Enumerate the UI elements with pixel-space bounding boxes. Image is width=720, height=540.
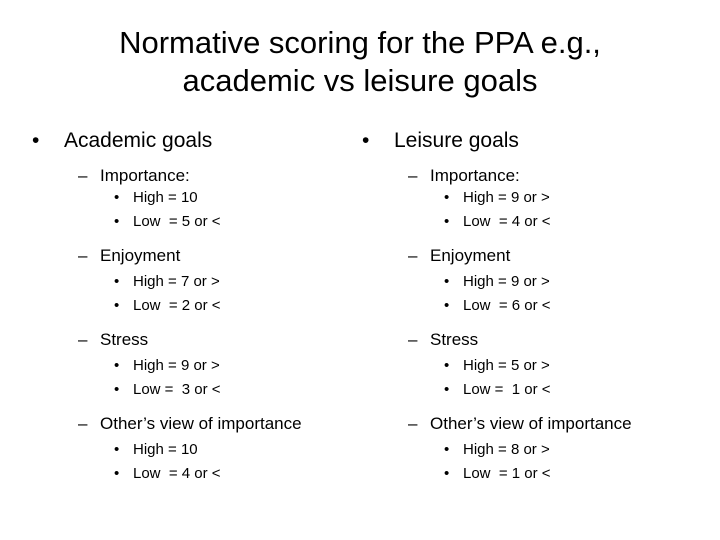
list-item: • High = 10	[114, 189, 198, 206]
list-item: • Low = 3 or <	[114, 381, 221, 398]
leisure-goals-column	[358, 128, 678, 489]
dash-icon: –	[408, 330, 418, 349]
bullet-icon: •	[114, 273, 120, 290]
section-label: – Importance:	[408, 166, 520, 185]
section-label: – Enjoyment	[408, 246, 511, 265]
bullet-icon: •	[444, 273, 450, 290]
bullet-icon: •	[444, 441, 450, 458]
dash-icon: –	[78, 330, 88, 349]
list-item: • Low = 4 or <	[444, 213, 551, 230]
bullet-icon: •	[114, 357, 120, 374]
list-item: • Low = 1 or <	[444, 381, 551, 398]
bullet-icon: •	[444, 357, 450, 374]
section-label: – Importance:	[78, 166, 190, 185]
section-label: – Enjoyment	[78, 246, 181, 265]
list-item: • High = 9 or >	[444, 273, 550, 290]
list-item: • Low = 5 or <	[114, 213, 221, 230]
bullet-icon: •	[114, 465, 120, 482]
title-line-2: academic vs leisure goals	[182, 63, 538, 98]
column-heading: • Academic goals	[32, 129, 213, 152]
list-item: • High = 9 or >	[114, 357, 220, 374]
list-item: • Low = 1 or <	[444, 465, 551, 482]
bullet-icon: •	[114, 189, 120, 206]
list-item: • High = 8 or >	[444, 441, 550, 458]
list-item: • High = 5 or >	[444, 357, 550, 374]
bullet-icon: •	[362, 129, 370, 152]
bullet-icon: •	[444, 381, 450, 398]
column-heading: • Leisure goals	[362, 129, 519, 152]
section-label: – Other’s view of importance	[408, 414, 632, 433]
list-item: • Low = 4 or <	[114, 465, 221, 482]
section-label: – Stress	[78, 330, 149, 349]
bullet-icon: •	[444, 213, 450, 230]
section-label: – Other’s view of importance	[78, 414, 302, 433]
dash-icon: –	[78, 414, 88, 433]
bullet-icon: •	[32, 129, 40, 152]
dash-icon: –	[408, 246, 418, 265]
dash-icon: –	[408, 414, 418, 433]
section-label: – Stress	[408, 330, 479, 349]
dash-icon: –	[78, 246, 88, 265]
title-line-1: Normative scoring for the PPA e.g.,	[119, 25, 601, 60]
bullet-icon: •	[444, 465, 450, 482]
academic-goals-column	[28, 128, 348, 489]
list-item: • Low = 6 or <	[444, 297, 551, 314]
list-item: • High = 9 or >	[444, 189, 550, 206]
bullet-icon: •	[444, 189, 450, 206]
slide-title	[40, 24, 680, 100]
dash-icon: –	[78, 166, 88, 185]
bullet-icon: •	[114, 441, 120, 458]
list-item: • High = 10	[114, 441, 198, 458]
dash-icon: –	[408, 166, 418, 185]
bullet-icon: •	[114, 213, 120, 230]
bullet-icon: •	[114, 297, 120, 314]
bullet-icon: •	[114, 381, 120, 398]
list-item: • High = 7 or >	[114, 273, 220, 290]
bullet-icon: •	[444, 297, 450, 314]
list-item: • Low = 2 or <	[114, 297, 221, 314]
